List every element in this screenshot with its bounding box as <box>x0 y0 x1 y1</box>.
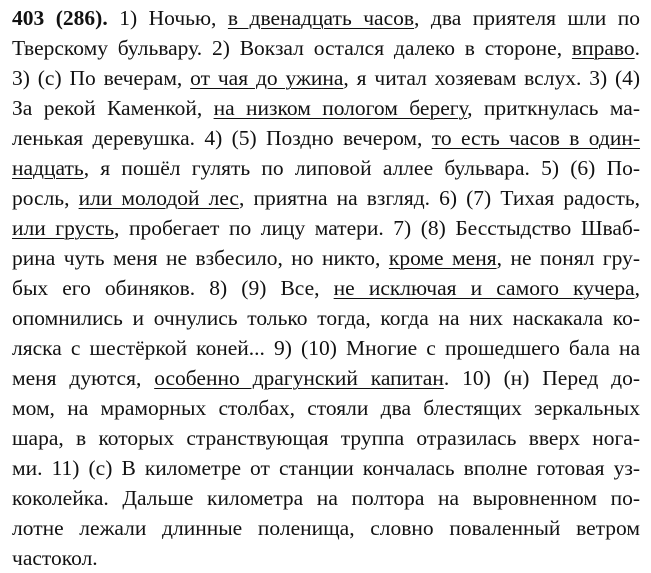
sentence-5-post: , я пошёл гулять по липовой аллее бульвара. <box>83 156 530 180</box>
sentence-3-post: , я читал хозяевам вслух. <box>343 66 582 90</box>
text-line-3 <box>12 63 640 93</box>
text-line-7 <box>12 183 640 213</box>
sentence-12-text-c: лотне лежали длинные поленища, словно поваленный ветром <box>12 516 640 540</box>
sentence-10-number: 9) (10) <box>274 336 337 360</box>
text-line-14 <box>12 393 640 423</box>
sentence-8-number: 7) (8) <box>393 216 446 240</box>
sentence-9-comma: , <box>634 276 641 300</box>
sentence-10-pre-b: меня дуются, <box>12 366 142 390</box>
sentence-3-pre: По вечерам, <box>69 66 183 90</box>
text-line-9 <box>12 243 640 273</box>
sentence-8-post-a: , не понял гру- <box>496 246 640 270</box>
sentence-2-post: . <box>634 36 641 60</box>
sentence-6-pre-b: росль, <box>12 186 70 210</box>
sentence-7-number: 6) (7) <box>439 186 492 210</box>
sentence-3-underlined: от чая до ужина <box>190 66 344 90</box>
sentence-5-underlined-a: то есть часов в один- <box>431 126 641 150</box>
exercise-number: 403 (286). <box>12 6 108 30</box>
sentence-5-underlined-b: надцать <box>12 156 84 180</box>
sentence-6-post: , приятна на взгляд. <box>238 186 431 210</box>
sentence-1-number: 1) <box>119 6 138 30</box>
text-line-12 <box>12 333 640 363</box>
sentence-9-post-a: опомнились и очнулись только тогда, когда на них наскакала ко- <box>12 306 640 330</box>
sentence-12-text-b: коколейка. Дальше километра на полтора на выровненном по- <box>12 486 640 510</box>
text-line-17 <box>12 483 640 513</box>
sentence-4-pre: За рекой Каменкой, <box>12 96 203 120</box>
text-line-15 <box>12 423 640 453</box>
sentence-11-number: 10) (н) <box>462 366 530 390</box>
sentence-1-post-a: , два приятеля шли по <box>414 6 641 30</box>
sentence-6-number: 5) (6) <box>541 156 596 180</box>
sentence-5-pre: Поздно вечером, <box>266 126 423 150</box>
sentence-2-pre: Вокзал остался далеко в стороне, <box>239 36 563 60</box>
sentence-10-underlined: особенно драгунский капитан <box>154 366 444 390</box>
sentence-9-underlined: не исключая и самого кучера <box>333 276 635 300</box>
sentence-7-underlined: или грусть <box>12 216 115 240</box>
sentence-6-pre-a: По- <box>606 156 641 180</box>
sentence-4-number: 3) (4) <box>589 66 641 90</box>
sentence-10-post: . <box>443 366 450 390</box>
sentence-11-text-a: Перед до- <box>542 366 640 390</box>
sentence-12-text-d: частокол. <box>12 546 98 570</box>
sentence-2-underlined: вправо <box>571 36 635 60</box>
sentence-3-number: 3) (с) <box>12 66 62 90</box>
sentence-9-post-b: ляска с шестёркой коней... <box>12 336 265 360</box>
sentence-11-text-d: ми. <box>12 456 43 480</box>
text-line-19 <box>12 543 640 570</box>
sentence-4-post-b: ленькая деревушка. <box>12 126 196 150</box>
sentence-10-pre-a: Многие с прошедшего бала на <box>345 336 641 360</box>
sentence-12-text-a: В километре от станции кончалась вполне готовая уз- <box>121 456 641 480</box>
text-line-4 <box>12 93 640 123</box>
sentence-8-post-b: бых его обиняков. <box>12 276 196 300</box>
text-line-1 <box>12 3 640 33</box>
text-line-8 <box>12 213 640 243</box>
sentence-4-post-a: , приткнулась ма- <box>467 96 640 120</box>
sentence-12-number: 11) (с) <box>51 456 113 480</box>
sentence-5-number: 4) (5) <box>204 126 257 150</box>
text-line-18 <box>12 513 640 543</box>
sentence-1-pre: Ночью, <box>148 6 217 30</box>
sentence-8-pre-a: Бесстыдство Шваб- <box>455 216 641 240</box>
sentence-7-post: , пробегает по лицу матери. <box>114 216 384 240</box>
text-line-6 <box>12 153 640 183</box>
sentence-8-pre-b: рина чуть меня не взбесило, но никто, <box>12 246 381 270</box>
sentence-4-underlined: на низком пологом берегу <box>213 96 468 120</box>
text-line-10 <box>12 273 640 303</box>
sentence-9-number: 8) (9) <box>209 276 267 300</box>
sentence-7-pre: Тихая радость, <box>500 186 641 210</box>
sentence-6-underlined: или молодой лес <box>78 186 239 210</box>
sentence-8-underlined: кроме меня <box>388 246 497 270</box>
sentence-1-post-b: Тверскому бульвару. <box>12 36 203 60</box>
sentence-1-underlined: в двенадцать часов <box>227 6 415 30</box>
text-line-11 <box>12 303 640 333</box>
sentence-11-text-b: мом, на мраморных столбах, стояли два блестящих зеркальных <box>12 396 640 420</box>
text-line-2 <box>12 33 640 63</box>
text-line-13 <box>12 363 640 393</box>
sentence-9-pre: Все, <box>280 276 320 300</box>
sentence-11-text-c: шара, в которых странствующая труппа отразилась вверх нога- <box>12 426 640 450</box>
sentence-2-number: 2) <box>211 36 230 60</box>
text-line-5 <box>12 123 640 153</box>
text-line-16 <box>12 453 640 483</box>
